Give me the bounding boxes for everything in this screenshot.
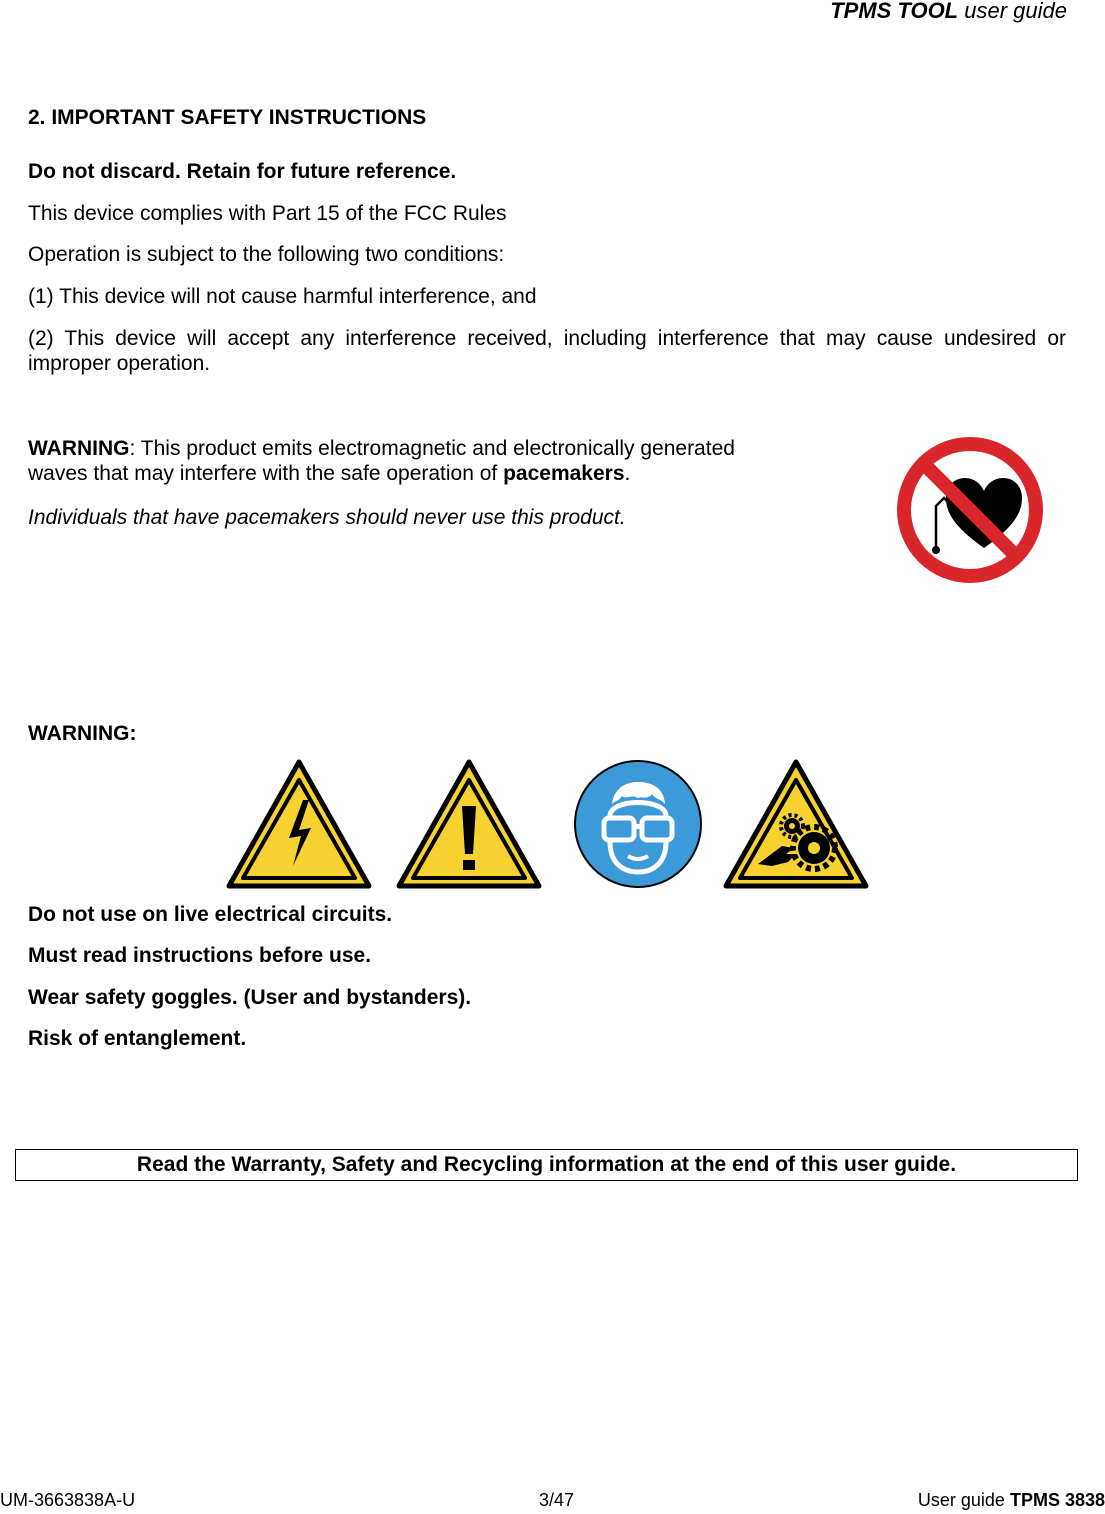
retain-notice: Do not discard. Retain for future reference.	[28, 160, 457, 183]
header-brand: TPMS TOOL	[830, 0, 959, 23]
section-title: 2. IMPORTANT SAFETY INSTRUCTIONS	[28, 106, 427, 129]
pacemaker-note: Individuals that have pacemakers should never use this product.	[28, 506, 626, 529]
fcc-compliance-line: This device complies with Part 15 of the FCC Rules	[28, 202, 507, 225]
hazard-item-4: Risk of entanglement.	[28, 1027, 247, 1050]
warning-text-1: : This product emits electromagnetic and electronically generated	[129, 437, 735, 460]
pacemaker-warning	[28, 436, 878, 486]
hazard-item-3: Wear safety goggles. (User and bystanders).	[28, 986, 472, 1009]
pacemakers-emphasis: pacemakers	[503, 462, 625, 485]
entanglement-hazard-icon	[722, 758, 870, 890]
footer-doc-id: UM-3663838A-U	[0, 1490, 136, 1510]
safety-goggles-icon	[572, 758, 704, 890]
warranty-note-box: Read the Warranty, Safety and Recycling information at the end of this user guide.	[15, 1149, 1078, 1181]
footer-guide-model: TPMS 3838	[1009, 1490, 1105, 1510]
header-suffix: user guide	[964, 0, 1067, 23]
warning-label: WARNING	[28, 437, 130, 460]
warning-text-2: waves that may interfere with the safe operation of	[28, 462, 504, 485]
footer-page-number: 3/47	[539, 1490, 575, 1510]
page-header	[830, 0, 1067, 24]
general-warning-icon	[395, 758, 543, 890]
hazard-item-1: Do not use on live electrical circuits.	[28, 903, 393, 926]
footer-guide	[918, 1490, 1105, 1511]
conditions-intro: Operation is subject to the following two conditions:	[28, 243, 505, 266]
electrical-hazard-icon	[225, 758, 373, 890]
condition-2: (2) This device will accept any interference received, including interference that may cause undesired or improper operation.	[28, 327, 1066, 375]
no-pacemaker-icon	[896, 436, 1044, 584]
footer-guide-prefix: User guide	[917, 1490, 1010, 1510]
condition-1: (1) This device will not cause harmful interference, and	[28, 285, 537, 308]
warning-text-3: .	[624, 462, 631, 485]
hazards-label: WARNING:	[28, 722, 137, 745]
hazard-item-2: Must read instructions before use.	[28, 944, 372, 967]
